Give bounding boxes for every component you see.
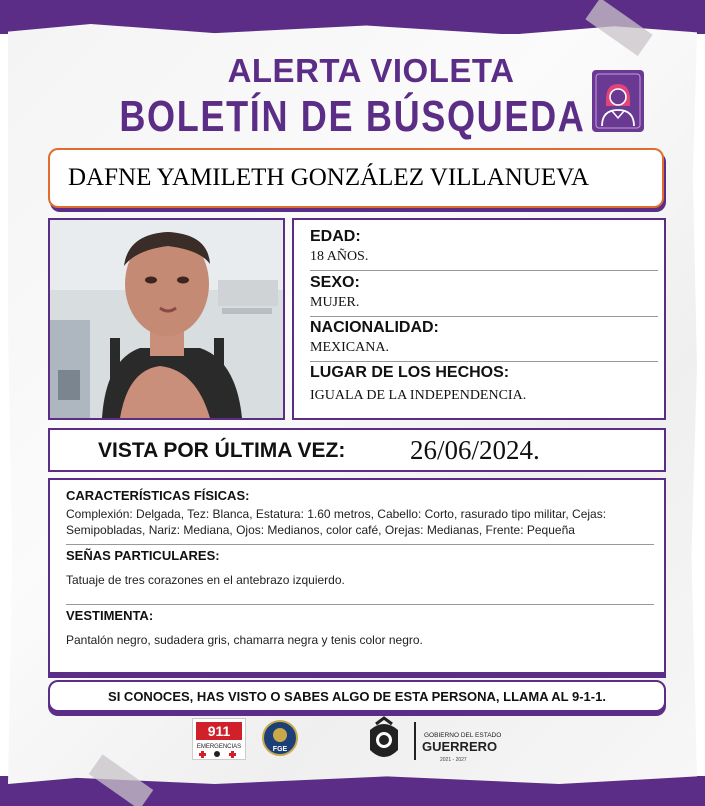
age-label: EDAD: xyxy=(310,228,361,245)
place-label: LUGAR DE LOS HECHOS: xyxy=(310,364,510,381)
fge-text: FGE xyxy=(272,746,288,753)
bulletin-title-text: BOLETÍN DE BÚSQUEDA xyxy=(119,92,586,141)
age-value: 18 AÑOS. xyxy=(310,249,369,264)
guerrero-seal-logo xyxy=(364,716,404,766)
clothing-text: Pantalón negro, sudadera gris, chamarra negra y tenis color negro. xyxy=(66,633,423,647)
nationality-value: MEXICANA. xyxy=(310,340,389,355)
bulletin-title xyxy=(63,92,641,142)
divider xyxy=(66,604,654,605)
fge-graphic xyxy=(262,718,298,758)
guerrero-seal-graphic xyxy=(364,716,404,766)
info-panel xyxy=(292,218,666,420)
sex-value: MUJER. xyxy=(310,295,360,310)
clothing-label: VESTIMENTA: xyxy=(66,608,154,623)
divider xyxy=(310,270,658,271)
gobierno-guerrero-logo xyxy=(422,730,512,764)
sex-label: SEXO: xyxy=(310,274,360,291)
emergency-word: EMERGENCIAS xyxy=(196,744,242,750)
woman-icon-graphic xyxy=(592,70,644,132)
call-to-action-text: SI CONOCES, HAS VISTO O SABES ALGO DE ESTA PERSONA, LLAMA AL 9-1-1. xyxy=(108,689,606,704)
logo-divider xyxy=(414,722,416,760)
divider xyxy=(310,361,658,362)
place-value: IGUALA DE LA INDEPENDENCIA. xyxy=(310,388,527,403)
person-photo-graphic xyxy=(50,220,283,418)
name-box xyxy=(48,148,664,208)
marks-label: SEÑAS PARTICULARES: xyxy=(66,548,220,563)
person-photo xyxy=(48,218,285,420)
last-seen-date: 26/06/2024. xyxy=(410,435,540,465)
woman-icon xyxy=(592,70,644,132)
marks-text: Tatuaje de tres corazones en el antebrazo izquierdo. xyxy=(66,573,345,587)
gobierno-guerrero-graphic xyxy=(422,730,512,764)
details-panel xyxy=(48,478,666,674)
fge-logo xyxy=(262,718,298,758)
physical-label: CARACTERÍSTICAS FÍSICAS: xyxy=(66,488,250,503)
nationality-label: NACIONALIDAD: xyxy=(310,319,439,336)
gov-period: 2021 - 2027 xyxy=(440,757,467,763)
emergency-911-graphic xyxy=(193,719,245,759)
physical-text: Complexión: Delgada, Tez: Blanca, Estatura: 1.60 metros, Cabello: Corto, rasurado tipo militar, Cejas: Semipobladas, Nariz: Mediana, Ojos: Medianos, color café, Orejas: Medianas, Frente: Pequeña xyxy=(66,507,607,537)
person-name: DAFNE YAMILETH GONZÁLEZ VILLANUEVA xyxy=(68,164,590,191)
divider xyxy=(310,316,658,317)
last-seen-box xyxy=(48,428,666,472)
call-to-action-box xyxy=(48,680,666,712)
divider xyxy=(66,544,654,545)
gov-line2: GUERRERO xyxy=(422,739,498,754)
last-seen-label: VISTA POR ÚLTIMA VEZ: xyxy=(98,439,346,462)
gov-line1: GOBIERNO DEL ESTADO xyxy=(424,732,502,739)
emergency-number: 911 xyxy=(207,723,231,739)
alert-title: ALERTA VIOLETA xyxy=(227,52,515,89)
emergency-911-logo xyxy=(192,718,246,760)
